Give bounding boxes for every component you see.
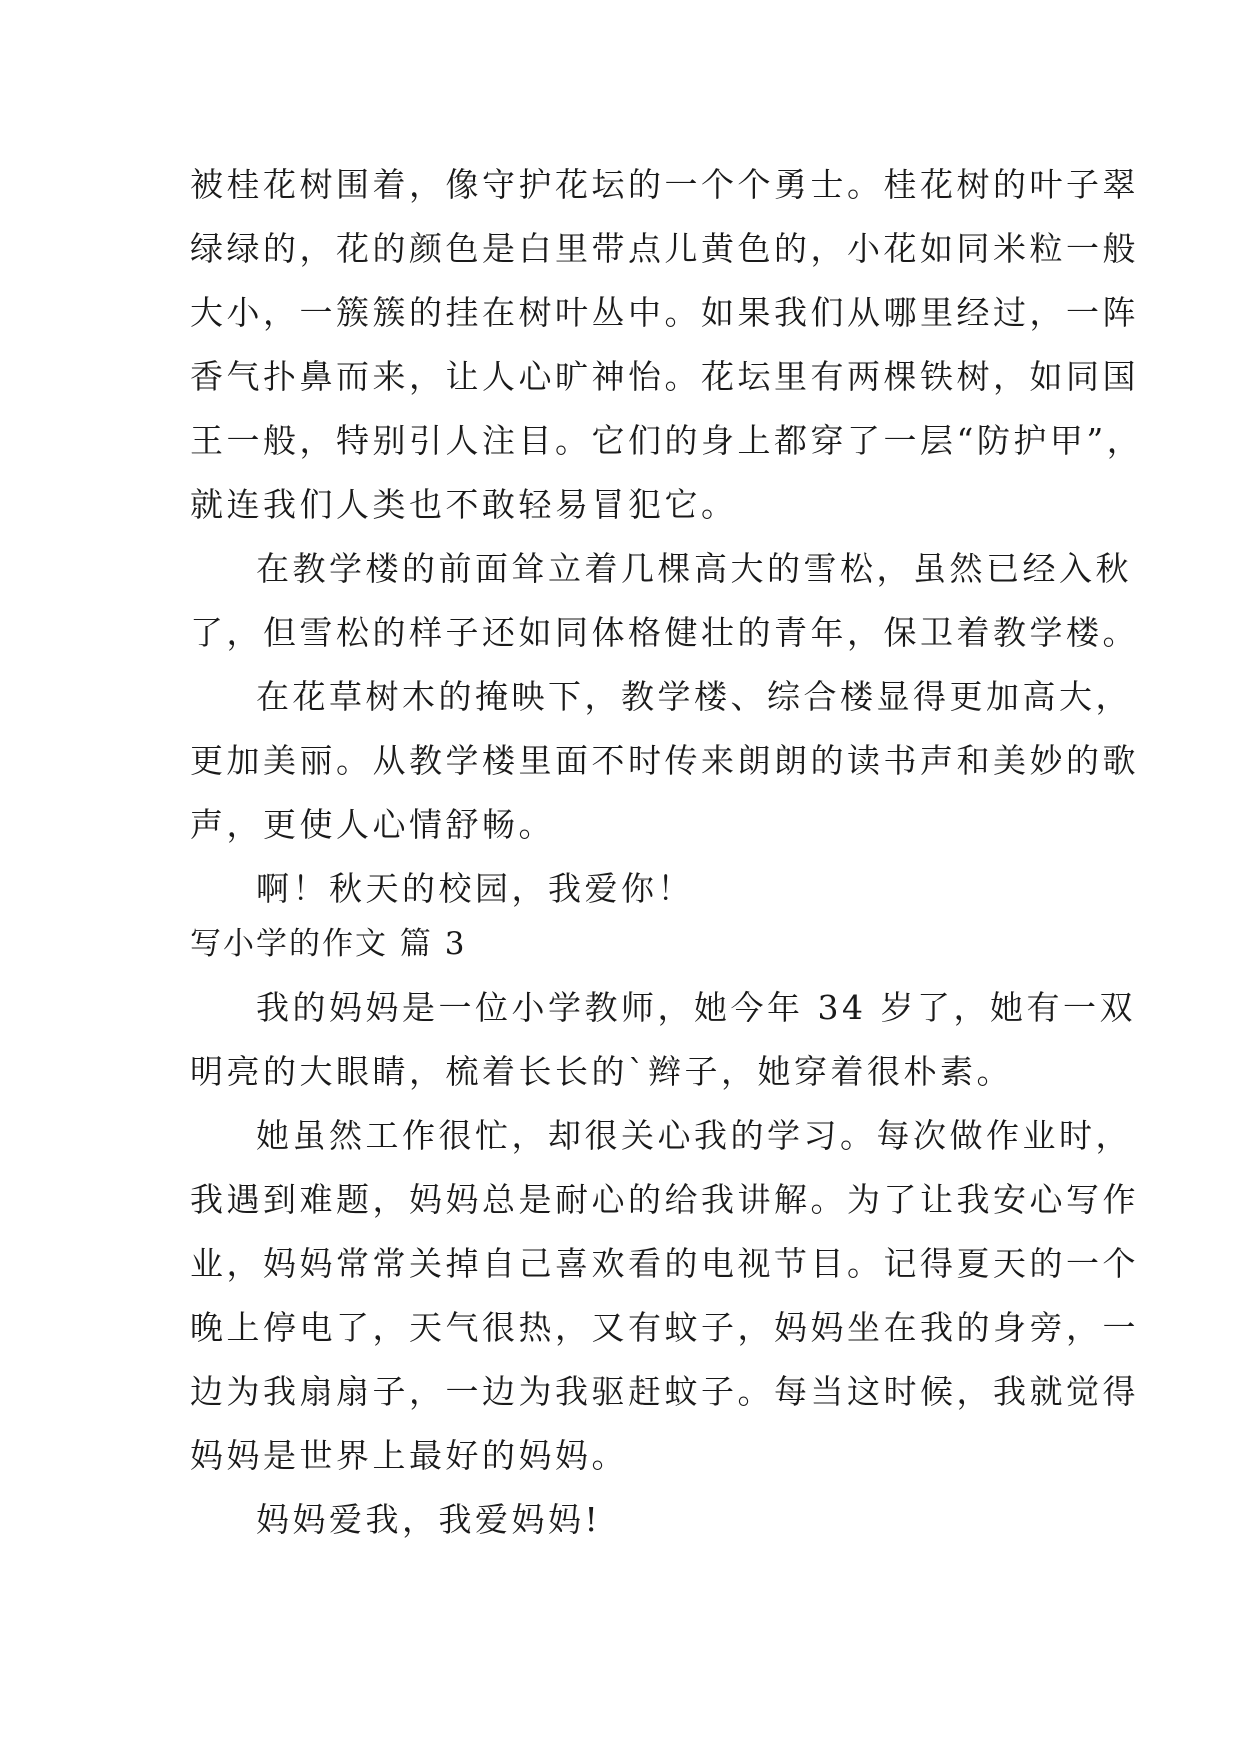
text-line: 更加美丽。从教学楼里面不时传来朗朗的读书声和美妙的歌 [190, 741, 1139, 780]
paragraph [190, 1488, 1070, 1552]
text-line: 边为我扇扇子，一边为我驱赶蚊子。每当这时候，我就觉得 [190, 1372, 1139, 1411]
text-line: 啊！秋天的校园，我爱你！ [256, 869, 694, 908]
paragraph [190, 976, 1136, 1104]
text-line: 妈妈是世界上最好的妈妈。 [190, 1436, 628, 1475]
paragraph [190, 153, 1144, 537]
essay-title: 写小学的作文 篇 3 [190, 926, 467, 962]
text-line: 声，更使人心情舒畅。 [190, 805, 555, 844]
text-line: 王一般，特别引人注目。它们的身上都穿了一层“防护甲”， [190, 421, 1144, 460]
text-line: 业，妈妈常常关掉自己喜欢看的电视节目。记得夏天的一个 [190, 1244, 1139, 1283]
text-line: 明亮的大眼睛，梳着长长的`辫子，她穿着很朴素。 [190, 1052, 1013, 1091]
text-line: 我的妈妈是一位小学教师，她今年 34 岁了，她有一双 [256, 988, 1136, 1027]
text-line: 在花草树木的掩映下，教学楼、综合楼显得更加高大， [256, 677, 1132, 716]
text-line: 大小，一簇簇的挂在树叶丛中。如果我们从哪里经过，一阵 [190, 293, 1139, 332]
text-line: 了，但雪松的样子还如同体格健壮的青年，保卫着教学楼。 [190, 613, 1139, 652]
text-line: 被桂花树围着，像守护花坛的一个个勇士。桂花树的叶子翠 [190, 165, 1139, 204]
paragraph [190, 537, 1139, 665]
text-line: 晚上停电了，天气很热，又有蚊子，妈妈坐在我的身旁，一 [190, 1308, 1139, 1347]
text-line: 我遇到难题，妈妈总是耐心的给我讲解。为了让我安心写作 [190, 1180, 1139, 1219]
essay2-continuation [190, 153, 1144, 921]
essay3 [190, 912, 1139, 1552]
paragraph [190, 1104, 1139, 1488]
text-line: 香气扑鼻而来，让人心旷神怡。花坛里有两棵铁树，如同国 [190, 357, 1139, 396]
paragraph [190, 665, 1139, 857]
text-line: 妈妈爱我，我爱妈妈! [256, 1500, 602, 1539]
text-line: 在教学楼的前面耸立着几棵高大的雪松，虽然已经入秋 [256, 549, 1132, 588]
text-line: 就连我们人类也不敢轻易冒犯它。 [190, 485, 738, 524]
text-line: 绿绿的，花的颜色是白里带点儿黄色的，小花如同米粒一般 [190, 229, 1139, 268]
text-line: 她虽然工作很忙，却很关心我的学习。每次做作业时， [256, 1116, 1132, 1155]
